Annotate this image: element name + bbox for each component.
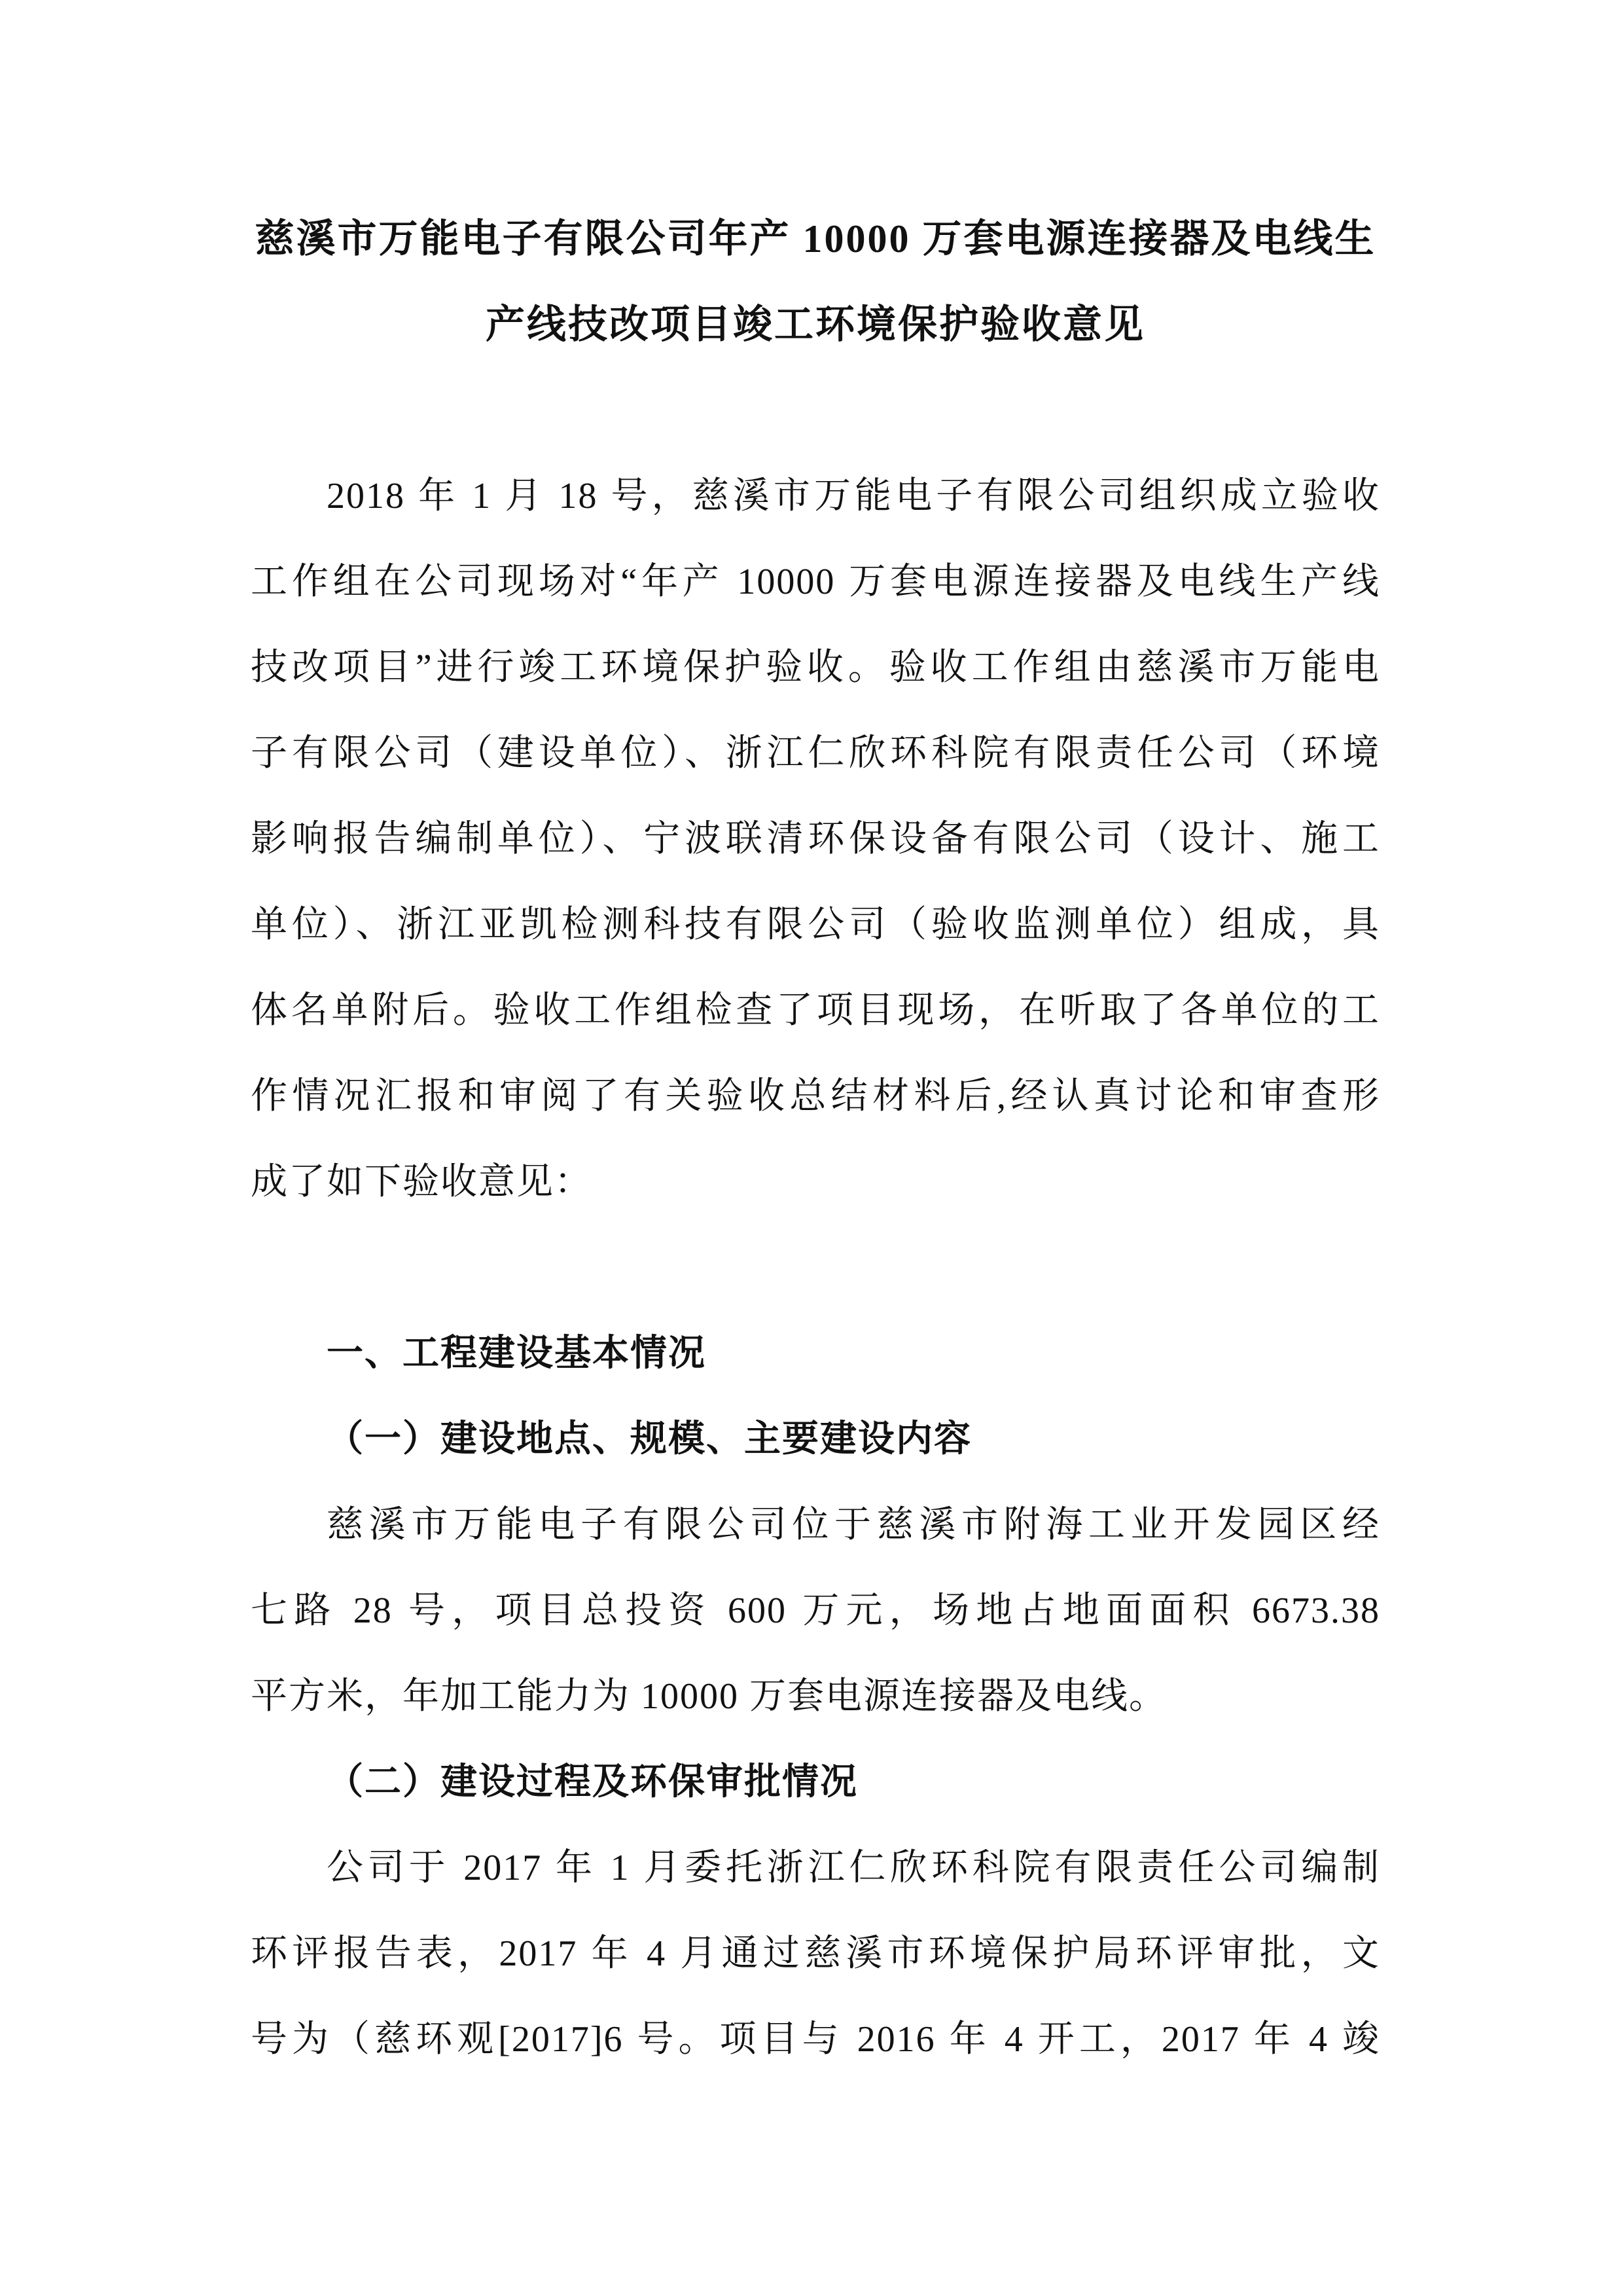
sub-2-line-3: 号为（慈环观[2017]6 号。项目与 2016 年 4 开工，2017 年 4 竣 <box>251 2019 1380 2060</box>
section-1-sub-1-paragraph <box>251 1482 1380 1740</box>
intro-line-7: 体名单附后。验收工作组检查了项目现场，在听取了各单位的工 <box>251 990 1380 1031</box>
intro-line-3: 技改项目”进行竣工环境保护验收。验收工作组由慈溪市万能电 <box>251 647 1380 688</box>
title-line-1: 慈溪市万能电子有限公司年产 10000 万套电源连接器及电线生 <box>255 217 1376 260</box>
title-line-2: 产线技改项目竣工环境保护验收意见 <box>486 303 1145 346</box>
section-1 <box>251 1311 1380 2083</box>
intro-line-8: 作情况汇报和审阅了有关验收总结材料后,经认真讨论和审查形 <box>251 1076 1380 1117</box>
intro-line-4: 子有限公司（建设单位）、浙江仁欣环科院有限责任公司（环境 <box>251 733 1380 774</box>
intro-line-9: 成了如下验收意见： <box>251 1162 592 1202</box>
intro-paragraph <box>251 454 1380 1225</box>
intro-line-5: 影响报告编制单位）、宁波联清环保设备有限公司（设计、施工 <box>251 819 1380 859</box>
intro-line-2: 工作组在公司现场对“年产 10000 万套电源连接器及电线生产线 <box>251 562 1380 602</box>
sub-1-line-2: 七路 28 号，项目总投资 600 万元，场地占地面面积 6673.38 <box>251 1590 1380 1631</box>
sub-2-line-2: 环评报告表，2017 年 4 月通过慈溪市环境保护局环评审批，文 <box>251 1933 1380 1974</box>
spacer <box>251 368 1380 454</box>
section-1-sub-2-paragraph <box>251 1825 1380 2083</box>
section-1-sub-1-heading: （一）建设地点、规模、主要建设内容 <box>327 1419 972 1460</box>
section-1-heading: 一、工程建设基本情况 <box>327 1333 706 1374</box>
section-1-sub-2-heading: （二）建设过程及环保审批情况 <box>327 1762 858 1803</box>
spacer <box>251 1225 1380 1311</box>
document-title <box>251 196 1380 368</box>
intro-line-1: 2018 年 1 月 18 号，慈溪市万能电子有限公司组织成立验收 <box>327 476 1380 516</box>
sub-1-line-3: 平方米，年加工能力为 10000 万套电源连接器及电线。 <box>251 1676 1167 1717</box>
intro-line-6: 单位）、浙江亚凯检测科技有限公司（验收监测单位）组成，具 <box>251 905 1380 945</box>
sub-1-line-1: 慈溪市万能电子有限公司位于慈溪市附海工业开发园区经 <box>327 1505 1380 1545</box>
sub-2-line-1: 公司于 2017 年 1 月委托浙江仁欣环科院有限责任公司编制 <box>327 1848 1380 1888</box>
